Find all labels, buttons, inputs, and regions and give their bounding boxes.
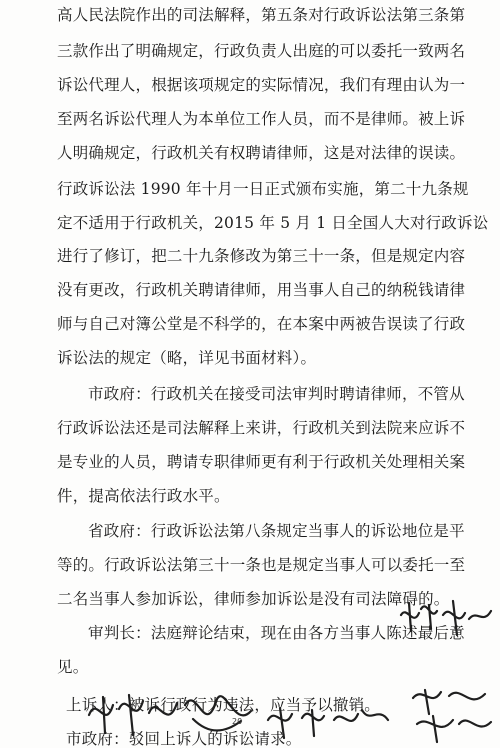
text-line: 人明确规定，行政机关有权聘请律师，这是对法律的误读。 xyxy=(57,144,466,162)
text-line: 诉讼代理人，根据该项规定的实际情况，我们有理由认为一 xyxy=(57,76,466,94)
text-line: 二名当事人参加诉讼，律师参加诉讼是没有司法障碍的。 xyxy=(57,590,450,608)
text-line: 没有更改，行政机关聘请律师，用当事人自己的纳税钱请律 xyxy=(57,281,466,299)
page-number: 20 xyxy=(232,717,243,726)
text-line: 至两名诉讼代理人为本单位工作人员，而不是律师。被上诉 xyxy=(57,110,466,128)
text-line: 市政府：行政机关在接受司法审判时聘请律师，不管从 xyxy=(88,385,465,403)
text-line: 行政诉讼法 1990 年十月一日正式颁布实施，第二十九条规 xyxy=(57,180,469,198)
text-line: 师与自己对簿公堂是不科学的，在本案中两被告误读了行政 xyxy=(57,315,466,333)
city-final-statement: 市政府：驳回上诉人的诉讼请求。 xyxy=(66,730,302,748)
text-line: 审判长：法庭辩论结束，现在由各方当事人陈述最后意 xyxy=(88,624,465,642)
text-line: 高人民法院作出的司法解释，第五条对行政诉讼法第三条第 xyxy=(57,6,466,24)
appellant-final-statement: 上诉人：被诉行政行为违法，应当予以撤销。 xyxy=(66,696,381,714)
text-line: 等的。行政诉讼法第三十一条也是规定当事人可以委托一至 xyxy=(57,556,466,574)
text-line: 定不适用于行政机关，2015 年 5 月 1 日全国人大对行政诉讼 xyxy=(57,214,489,232)
text-line: 是专业的人员，聘请专职律师更有利于行政机关处理相关案 xyxy=(57,453,466,471)
text-line: 进行了修订，把二十九条修改为第三十一条，但是规定内容 xyxy=(57,247,466,265)
text-line: 省政府：行政诉讼法第八条规定当事人的诉讼地位是平 xyxy=(88,522,465,540)
text-line: 行政诉讼法还是司法解释上来讲，行政机关到法院来应诉不 xyxy=(57,419,466,437)
signature-bottom-center xyxy=(262,690,392,745)
text-line: 件，提高依法行政水平。 xyxy=(57,487,230,505)
text-line: 三款作出了明确规定，行政负责人出庭的可以委托一致两名 xyxy=(57,42,466,60)
text-line: 诉讼法的规定（略，详见书面材料）。 xyxy=(57,349,317,367)
text-line: 见。 xyxy=(57,658,89,676)
signature-bottom-right xyxy=(405,680,495,745)
signature-bottom-left xyxy=(85,675,255,745)
signature-right-top xyxy=(395,585,495,645)
